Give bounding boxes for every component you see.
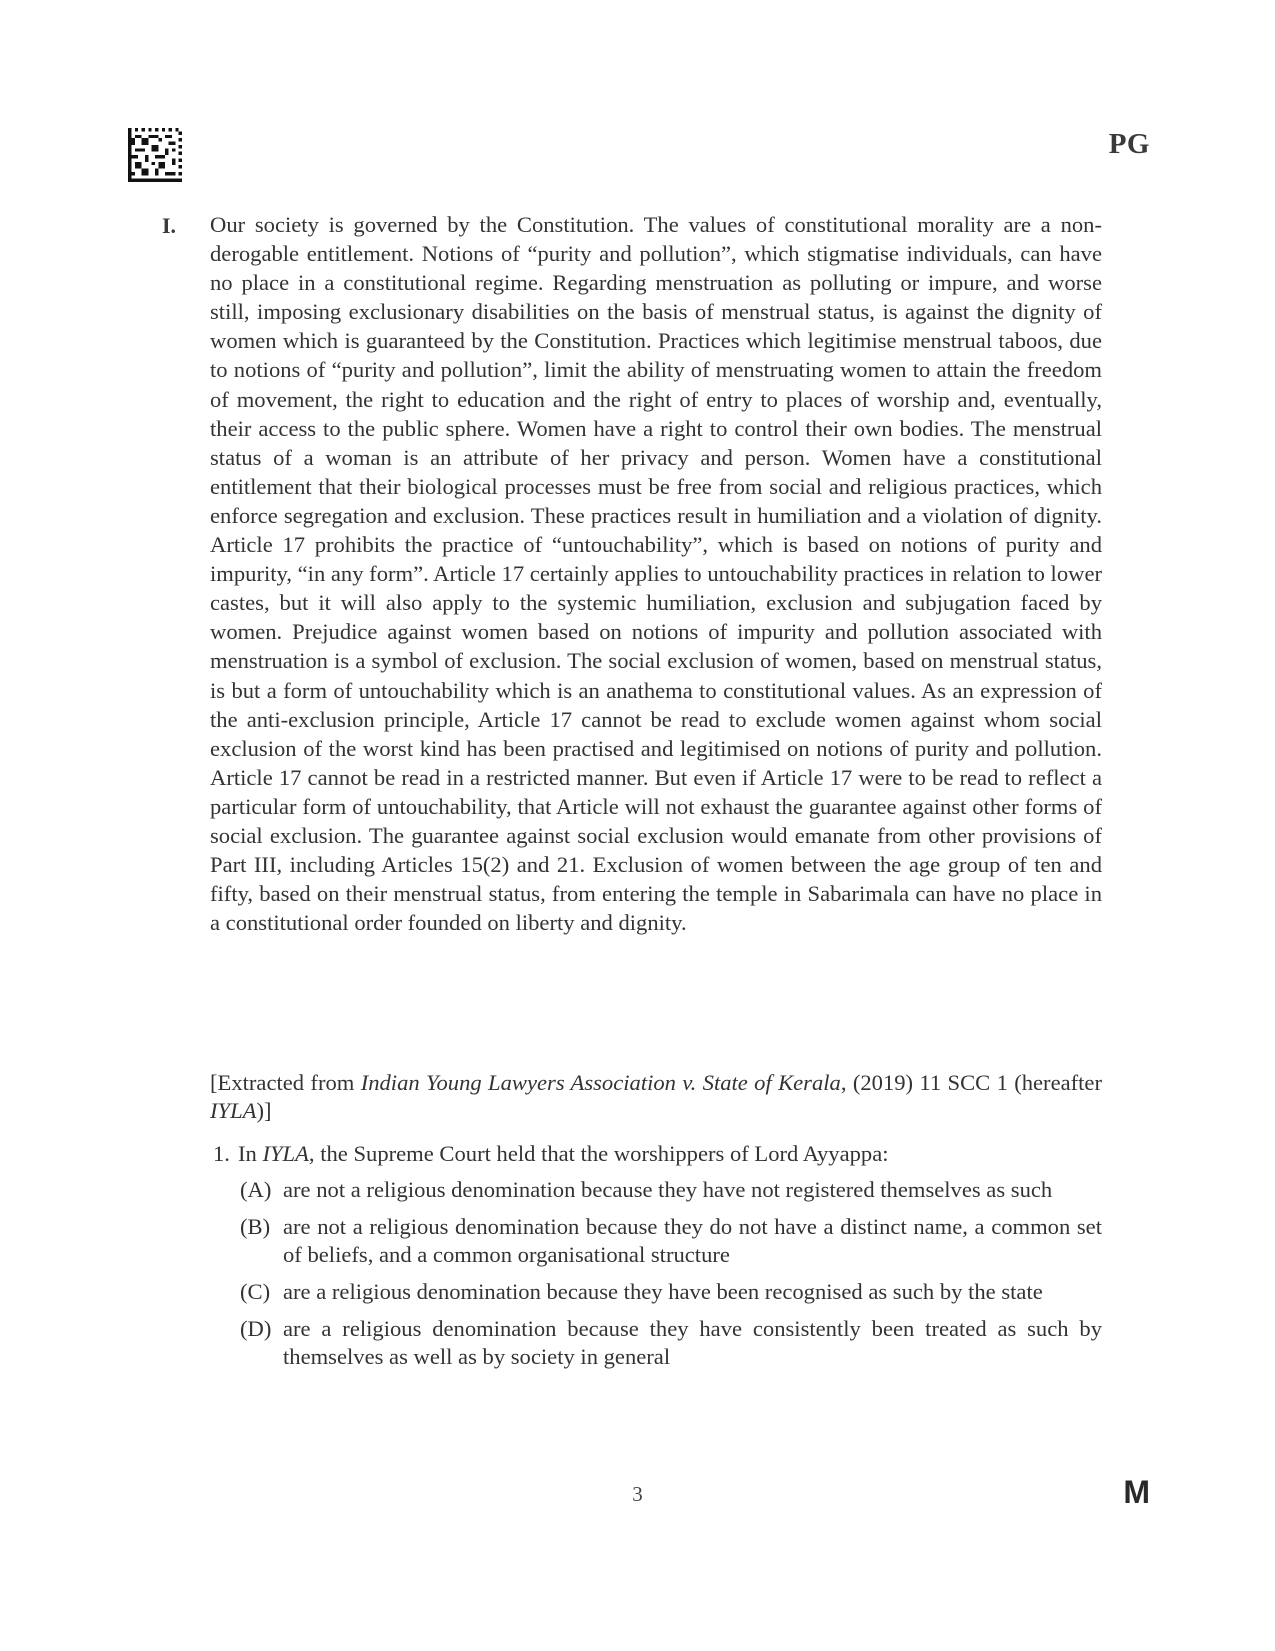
section-numeral: I.: [162, 213, 177, 238]
question-1: [213, 1140, 1102, 1380]
option-label: (C): [240, 1279, 271, 1304]
booklet-code: M: [1123, 1474, 1150, 1510]
passage-text: Our society is governed by the Constitution. The values of constitutional morality are a non-derogable entitlement. Notions of “purity and pollution”, which stigmatise individuals, can have no place in a constitutional regime. Regarding menstruation as polluting or impure, and worse still, imposing exclusionary disabilities on the basis of menstrual status, is against the dignity of women which is guaranteed by the Constitution. Practices which legitimise menstrual taboos, due to notions of “purity and pollution”, limit the ability of menstruating women to attain the freedom of movement, the right to education and the right of entry to places of worship and, eventually, their access to the public sphere. Women have a right to control their own bodies. The menstrual status of a woman is an attribute of her privacy and person. Women have a constitutional entitlement that their biological processes must be free from social and religious practices, which enforce segregation and exclusion. These practices result in humiliation and a violation of dignity. Article 17 prohibits the practice of “untouchability”, which is based on notions of purity and impurity, “in any form”. Article 17 certainly applies to untouchability practices in relation to lower castes, but it will also apply to the systemic humiliation, exclusion and subjugation faced by women. Prejudice against women based on notions of impurity and pollution associated with menstruation is a symbol of exclusion. The social exclusion of women, based on menstrual status, is but a form of untouchability which is an anathema to constitutional values. As an expression of the anti-exclusion principle, Article 17 cannot be read to exclude women against whom social exclusion of the worst kind has been practised and legitimised on notions of purity and pollution. Article 17 cannot be read in a restricted manner. But even if Article 17 were to be read to reflect a particular form of untouchability, that Article will not exhaust the guarantee against other forms of social exclusion. The guarantee against social exclusion would emanate from other provisions of Part III, including Articles 15(2) and 21. Exclusion of women between the age group of ten and fifty, based on their menstrual status, from entering the temple in Sabarimala can have no place in a constitutional order founded on liberty and dignity.: [210, 212, 1102, 936]
option-text: are not a religious denomination because they have not registered themselves as such: [283, 1177, 1053, 1202]
source-citation: [210, 1069, 1102, 1125]
source-case-name: Indian Young Lawyers Association v. State of Kerala: [360, 1070, 841, 1095]
option-list: [213, 1176, 1102, 1371]
datamatrix-barcode-icon: [128, 128, 182, 182]
option-a[interactable]: [213, 1176, 1102, 1204]
source-suffix: )]: [256, 1098, 272, 1123]
question-stem: [213, 1140, 1102, 1168]
source-short-name: IYLA: [210, 1098, 257, 1123]
option-b[interactable]: [213, 1213, 1102, 1269]
stem-prefix: In: [237, 1141, 263, 1166]
paper-code: PG: [1108, 128, 1150, 160]
page-number: 3: [632, 1482, 643, 1506]
source-middle: , (2019) 11 SCC 1 (hereafter: [840, 1070, 1102, 1095]
option-label: (D): [240, 1316, 272, 1341]
question-number: 1.: [213, 1141, 230, 1166]
option-text: are a religious denomination because they have consistently been treated as such by themselves as well as by society in general: [283, 1316, 1102, 1369]
stem-suffix: , the Supreme Court held that the worshippers of Lord Ayyappa:: [308, 1141, 889, 1166]
source-prefix: [Extracted from: [210, 1070, 361, 1095]
option-label: (A): [240, 1177, 272, 1202]
stem-italic: IYLA: [262, 1141, 309, 1166]
option-c[interactable]: [213, 1278, 1102, 1306]
option-label: (B): [240, 1214, 271, 1239]
option-text: are a religious denomination because they have been recognised as such by the state: [283, 1279, 1043, 1304]
option-d[interactable]: [213, 1315, 1102, 1371]
option-text: are not a religious denomination because they do not have a distinct name, a common set of beliefs, and a common organisational structure: [283, 1214, 1102, 1267]
